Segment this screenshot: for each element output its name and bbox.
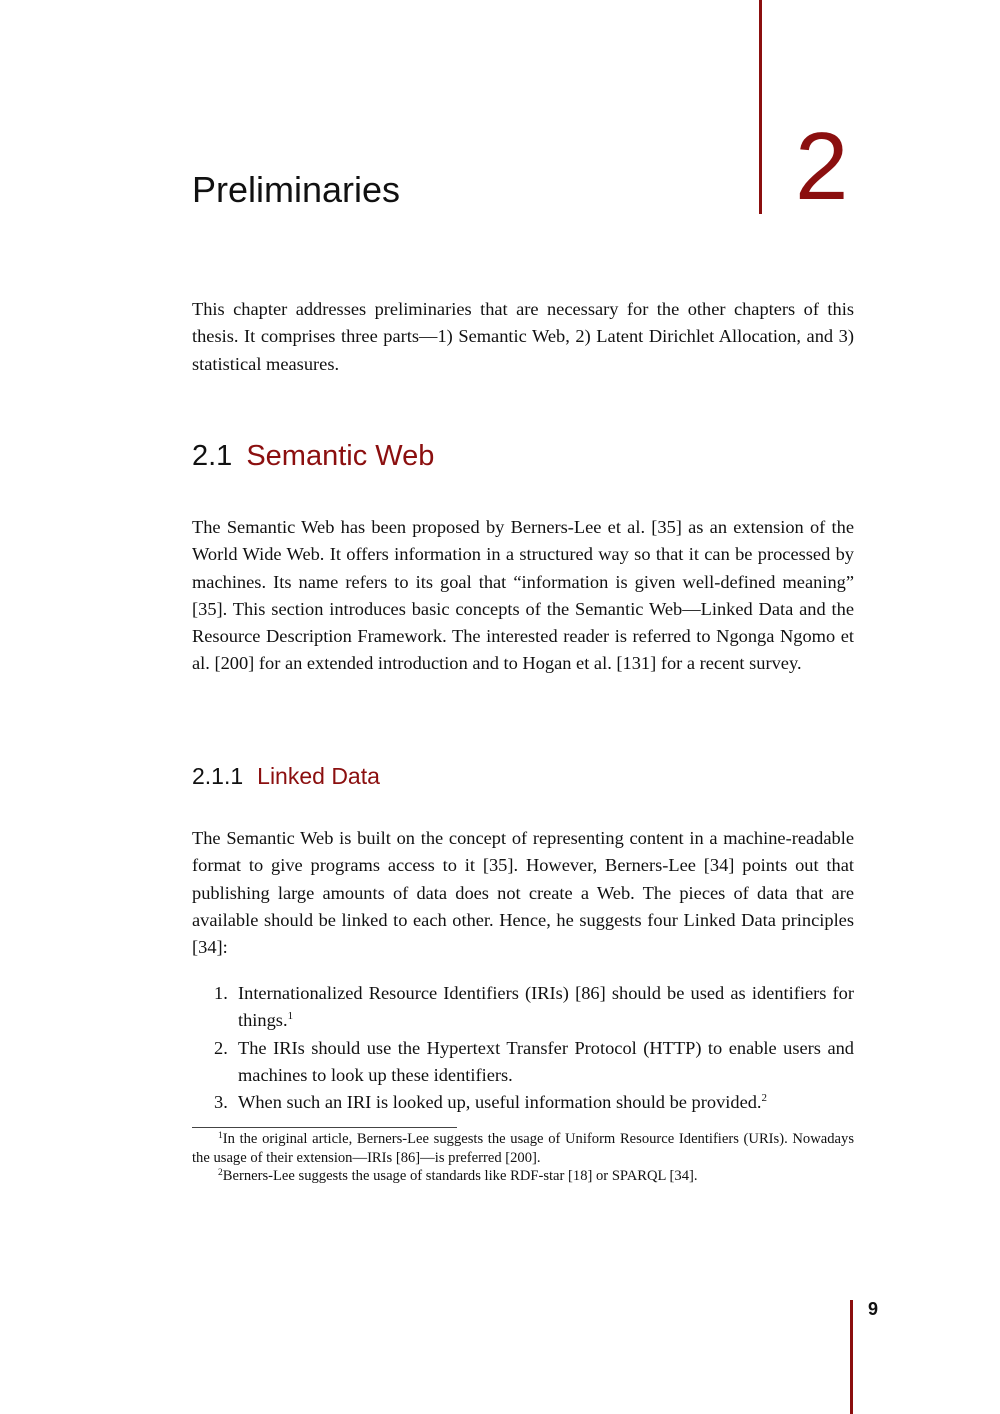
footnote xyxy=(192,1130,854,1167)
chapter-number: 2 xyxy=(795,113,849,220)
section-number: 2.1 xyxy=(192,440,233,472)
footnote-reference[interactable]: 2 xyxy=(761,1092,768,1105)
list-item xyxy=(192,1089,854,1116)
section-title: Semantic Web xyxy=(246,440,435,472)
subsection-title: Linked Data xyxy=(257,763,380,789)
chapter-divider xyxy=(759,0,762,214)
footnote-separator xyxy=(192,1127,457,1128)
list-item-text: The IRIs should use the Hypertext Transfer Protocol (HTTP) to enable users and machines to look up these identifiers. xyxy=(238,1037,854,1085)
subsection-heading-linked-data xyxy=(192,761,380,791)
footnotes xyxy=(192,1130,854,1186)
footnote-reference[interactable]: 1 xyxy=(287,1010,294,1023)
list-item-text: When such an IRI is looked up, useful information should be provided. xyxy=(238,1092,762,1113)
section-heading-semantic-web xyxy=(192,438,434,474)
list-item xyxy=(192,1035,854,1090)
semantic-web-paragraph: The Semantic Web has been proposed by Berners-Lee et al. [35] as an extension of the World Wide Web. It offers information in a structured way so that it can be processed by machines. Its name refers to its goal that “information is given well-defined meaning” [35]. This section introduces basic concepts of the Semantic Web—Linked Data and the Resource Description Framework. The interested reader is referred to Ngonga Ngomo et al. [200] for an extended introduction and to Hogan et al. [131] for a recent survey. xyxy=(192,517,854,674)
footnote-mark: 1 xyxy=(218,1131,223,1141)
linked-data-principles-list xyxy=(192,980,854,1116)
chapter-title: Preliminaries xyxy=(192,169,401,210)
page-number: 9 xyxy=(868,1299,879,1319)
page-number-divider xyxy=(850,1300,853,1414)
linked-data-paragraph: The Semantic Web is built on the concept of representing content in a machine-readable format to give programs access to it [35]. However, Berners-Lee [34] points out that publishing large amounts of data does not create a Web. The pieces of data that are available should be linked to each other. Hence, he suggests four Linked Data principles [34]: xyxy=(192,828,854,958)
chapter-intro-paragraph: This chapter addresses preliminaries that are necessary for the other chapters of this thesis. It comprises three parts—1) Semantic Web, 2) Latent Dirichlet Allocation, and 3) statistical measures. xyxy=(192,299,854,374)
footnote-mark: 2 xyxy=(218,1168,223,1178)
list-marker: 3. xyxy=(214,1092,228,1113)
list-marker: 1. xyxy=(214,983,228,1003)
subsection-number: 2.1.1 xyxy=(192,763,244,789)
footnote xyxy=(192,1167,854,1186)
footnote-text: Berners-Lee suggests the usage of standards like RDF-star [18] or SPARQL [34]. xyxy=(222,1168,698,1184)
footnote-text: In the original article, Berners-Lee suggests the usage of Uniform Resource Identifiers (URIs). Nowadays the usage of their extension—IRIs [86]—is preferred [200]. xyxy=(192,1131,854,1166)
list-marker: 2. xyxy=(214,1037,228,1058)
list-item-text: Internationalized Resource Identifiers (IRIs) [86] should be used as identifiers for things. xyxy=(238,983,854,1031)
list-item xyxy=(192,980,854,1035)
